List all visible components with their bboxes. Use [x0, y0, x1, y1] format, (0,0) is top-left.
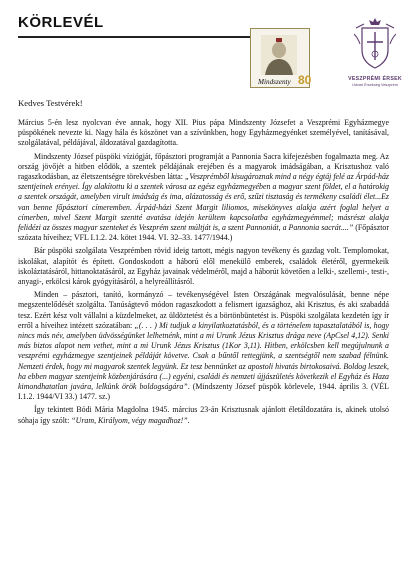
paragraph-4 — [18, 290, 389, 402]
paragraph-2-intro: Mindszenty József püspöki víziógját, főpásztori programját a Pannonia Sacra kifejezésben fogalmazta meg. Az ország jövőjét a hitben elődök, a szentek példájának erejében és a magyarok imádságában, a Krisztushoz való ragaszkodásban, az életszentségre törekvésben látta: — [18, 151, 389, 182]
page-title: KÖRLEVÉL — [18, 14, 104, 31]
paragraph-5-intro: Így tekintett Bódi Mária Magdolna 1945. március 23-án Krisztusnak ajánlott életáldozatára is, akinek utolsó sóhaja így szólt: — [18, 405, 389, 425]
paragraph-2 — [18, 152, 389, 244]
mindszenty-80-badge — [250, 28, 310, 90]
crest-subtitle: Udvari Érsekség Veszprém — [352, 83, 398, 87]
paragraph-5 — [18, 405, 389, 425]
paragraph-2-quote: „Veszprémből kisugároznak mind a négy égtáj felé az Árpád-ház szentjeinek erényei. Így alakítottu ki a szentek városa az egész egyházmegyében a magyar szent földet, el a határokig a szentek országát, amelyben virult imádság és ima, alázatosság és erő, szűzi tisztaság és termékeny családi élet...Ez van benne főpásztori címeremben. Árpád-házi Szent Margit liliomos, misekönyves alakja azért foglal helyet a címerben, mivel Szent Margit szentté avatása idején kerültem kapcsolatba egyházmegyémmel; másrészt alakja felidézi az összes magyar szenteket és Veszprém szent múltját is, a szent Pannoniát, a Pannonia sacrát....” — [18, 172, 389, 233]
paragraph-1 — [18, 118, 389, 149]
greeting: Kedves Testvérek! — [18, 98, 83, 108]
paragraph-3-text: Bár püspöki szolgálata Veszprémben rövid ideig tartott, mégis nagyon tevékeny és gazdag volt. Templomokat, iskolákat, alapítót és épített. Gondoskodott a háború elől menekülő emberek, családok életéről, gyermekeik iskoláztatásáról, hittanoktatásáról, az Egyház javainak védelméről, majd a háborút követően a lelki-, szellemi-, testi-, anyagi-, erkölcsi károk gyógyításáról, a helyreállításról. — [18, 246, 389, 287]
paragraph-4-intro: Minden – pásztori, tanító, kormányzó – tevékenységével Isten Országának megvalósulását, benne népe megszentelődését szolgálta. Tanúságtevő módon ragaszkodott a felismert igazsághoz, aki Krisztus, és aki szabaddá tesz. Ezért kész volt vállalni a küzdelmeket, az üldöztetést és a börtönbüntetést is. Püspöki szolgálata kezdetén így ír erről a híveihez intézett szózatában: — [18, 290, 389, 330]
paragraph-3 — [18, 246, 389, 287]
paragraph-4-reference: . (Mindszenty József püspök körlevele, 1944. április 3. (VÉL I.1.2. 1944/VI 33.) 1477. sz.) — [18, 382, 389, 402]
paragraph-5-end: . — [187, 415, 190, 425]
badge-number: 80 — [298, 73, 312, 87]
title-underline — [18, 36, 250, 38]
paragraph-2-reference: (Főpásztor szózata híveihez; VFL I.1.2. 24. kötet 1944. VI. 32–33. 1477/1944.) — [18, 223, 389, 243]
letter-header — [18, 14, 402, 104]
paragraph-1-text: Március 5-én lesz nyolcvan éve annak, hogy XII. Pius pápa Mindszenty Józsefet a Veszprémi Egyházmegye püspökének nevezte ki. Nagy hála és köszönet van a szívünkben, hogy Egyházmegyénket személyével, tanításával, szolgálatával, példájával, áldozatával gazdagította. — [18, 118, 389, 148]
portrait-icon — [261, 35, 297, 75]
crest-name: VESZPRÉMI ÉRSEK — [348, 76, 402, 82]
paragraph-4-quote: „(. . . ) Mi tudjuk a kinyilatkoztatásból, és a történelem tapasztalatából is, hogy nincs más név, amelyben üdvösségünket lelhetnénk, mint a mi Urunk Jézus Krisztus drága neve (ApCsel 4,12). Senki más biztos alapot nem vethet, mint a mi Urunk Jézus Krisztus (1Kor 3,11). Hitben, erkölcsben kell megújulnunk a veszprémi egyházmegye szentjeinek példáját követve. Csak a bűntől rettegjünk, a szentségtől nem szabad félnünk. Nemzeti érdek, hogy mi magyarok szentek legyünk. Ez tesz bennünket az apostoli hivatás birtokosaivá. Boldog leszek, ha ebben magyar szentjeink közbenjárására (...) egyéni, családi és nemzeti újjászületés következik el Egyház és Haza kimondhatatlan javára, lelkünk örök boldogságára” — [18, 320, 390, 392]
paragraph-5-quote: “Uram, Királyom, végy magadhoz!” — [71, 415, 188, 425]
veszprem-archbishop-crest — [342, 16, 407, 96]
badge-label: Mindszenty — [258, 78, 291, 86]
letter-body — [18, 118, 389, 429]
coat-of-arms-icon — [354, 16, 396, 74]
